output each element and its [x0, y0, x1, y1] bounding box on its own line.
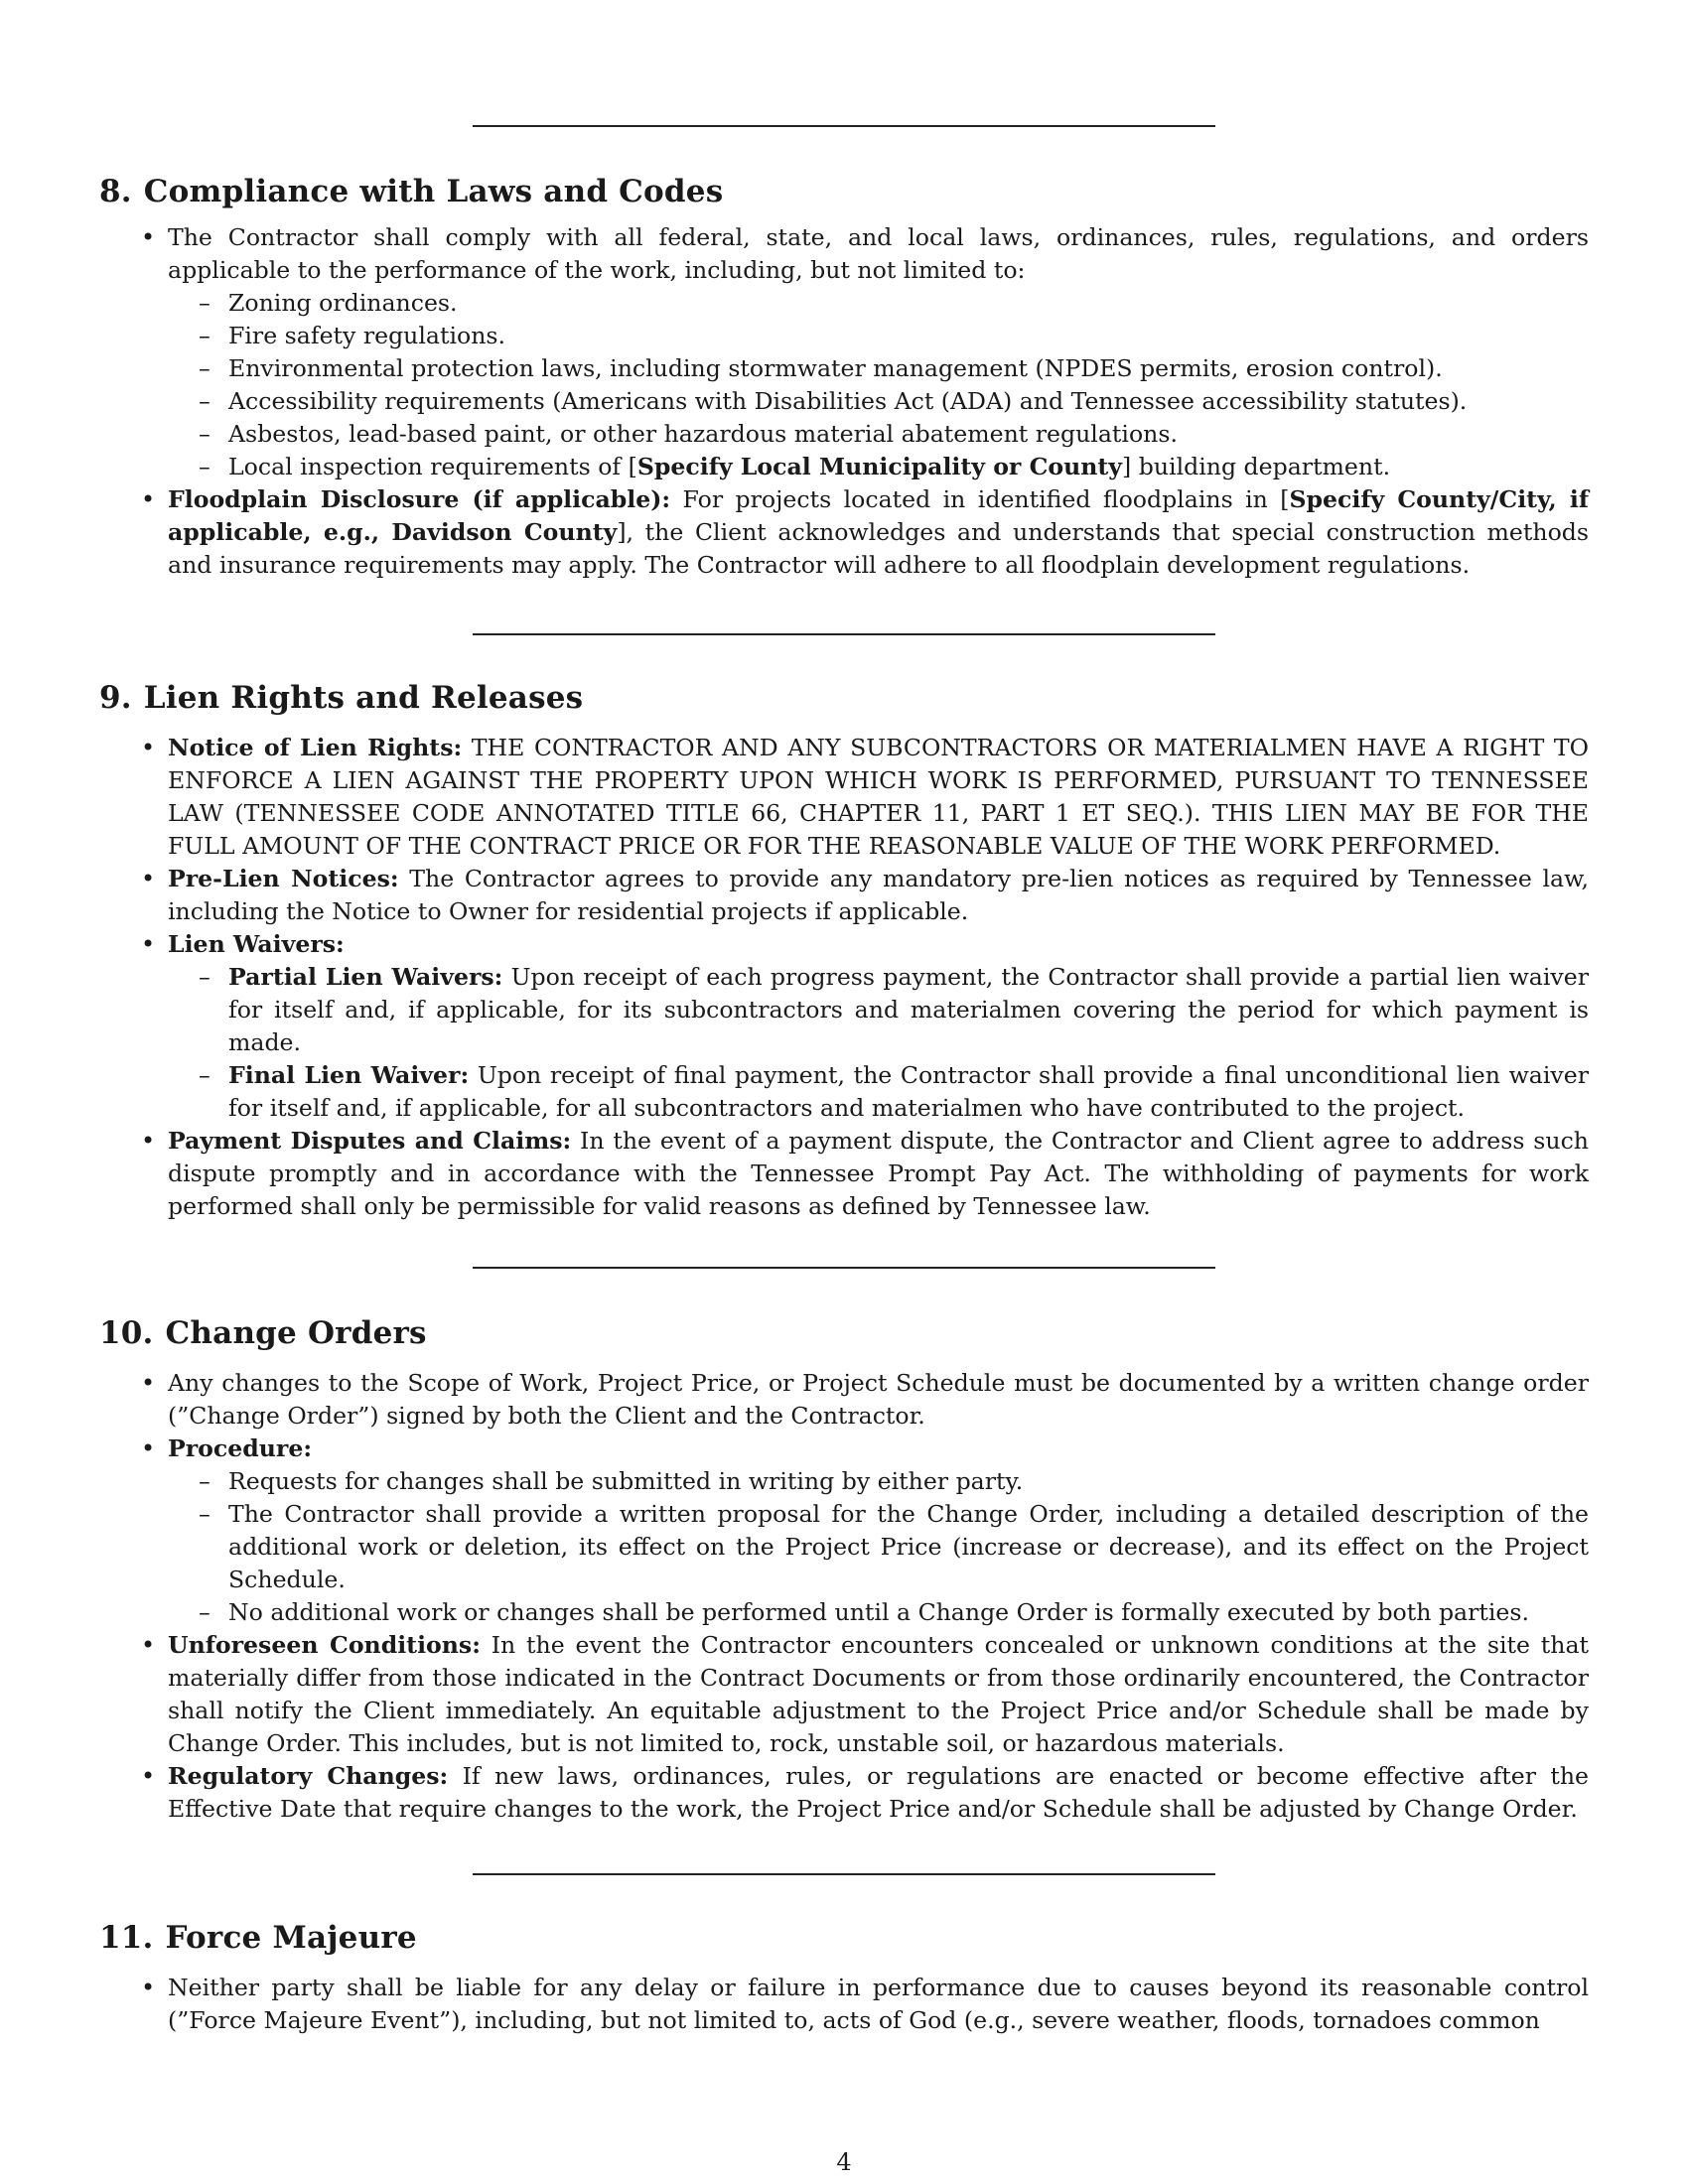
section-list: [99, 732, 1589, 1223]
list-item: • Unforeseen Conditions: In the event the Contractor encounters concealed or unknown conditions at the site that materially differ from those indicated in the Contract Documents or from those ordinarily encountered, the Contractor shall notify the Client immediately. An equitable adjustment to the Project Price and/or Schedule shall be made by Change Order. This includes, but is not limited to, rock, unstable soil, or hazardous materials.: [99, 1629, 1589, 1760]
item-label: Floodplain Disclosure (if applicable):: [168, 485, 671, 513]
sub-list-item: – Fire safety regulations.: [168, 320, 1589, 352]
section-heading: 8. Compliance with Laws and Codes: [99, 174, 724, 209]
section-heading: 11. Force Majeure: [99, 1920, 417, 1956]
item-label: Pre-Lien Notices:: [168, 865, 399, 892]
sub-list-item: – Zoning ordinances.: [168, 287, 1589, 320]
sub-list-item: – Final Lien Waiver: Upon receipt of final payment, the Contractor shall provide a final unconditional lien waiver for itself and, if applicable, for all subcontractors and materialmen who have contributed to the project.: [168, 1059, 1589, 1125]
sub-list-item: – The Contractor shall provide a written proposal for the Change Order, including a detailed description of the additional work or deletion, its effect on the Project Price (increase or decrease), and its effect on the Project Schedule.: [168, 1498, 1589, 1596]
section-list: [99, 221, 1589, 582]
list-item: • Payment Disputes and Claims: In the event of a payment dispute, the Contractor and Client agree to address such dispute promptly and in accordance with the Tennessee Prompt Pay Act. The withholding of payments for work performed shall only be permissible for valid reasons as defined by Tennessee law.: [99, 1125, 1589, 1223]
section-lien-rights: [99, 678, 1589, 1223]
sub-list-item: – No additional work or changes shall be performed until a Change Order is formally executed by both parties.: [168, 1596, 1589, 1629]
section-compliance: [99, 172, 1589, 582]
sub-list-item: – Accessibility requirements (Americans with Disabilities Act (ADA) and Tennessee accessibility statutes).: [168, 385, 1589, 418]
item-label: Lien Waivers:: [168, 930, 345, 958]
list-item: • Notice of Lien Rights: THE CONTRACTOR AND ANY SUBCONTRACTORS OR MATERIALMEN HAVE A RIGHT TO ENFORCE A LIEN AGAINST THE PROPERTY UPON WHICH WORK IS PERFORMED, PURSUANT TO TENNESSEE LAW (TENNESSEE CODE ANNOTATED TITLE 66, CHAPTER 11, PART 1 ET SEQ.). THIS LIEN MAY BE FOR THE FULL AMOUNT OF THE CONTRACT PRICE OR FOR THE REASONABLE VALUE OF THE WORK PERFORMED.: [99, 732, 1589, 863]
sub-list: [168, 961, 1589, 1125]
section-change-orders: [99, 1313, 1589, 1826]
section-list: [99, 1367, 1589, 1826]
page-number: 4: [836, 2148, 852, 2176]
section-heading: 9. Lien Rights and Releases: [99, 680, 584, 716]
sub-list-item: – Asbestos, lead-based paint, or other hazardous material abatement regulations.: [168, 418, 1589, 451]
list-item: • Pre-Lien Notices: The Contractor agrees to provide any mandatory pre-lien notices as required by Tennessee law, including the Notice to Owner for residential projects if applicable.: [99, 863, 1589, 928]
item-label: Unforeseen Conditions:: [168, 1631, 481, 1659]
section-divider: [473, 633, 1215, 635]
item-label: Payment Disputes and Claims:: [168, 1127, 572, 1155]
item-label: Procedure:: [168, 1434, 313, 1462]
sub-list: [168, 287, 1589, 483]
sub-list: [168, 1465, 1589, 1629]
list-item: • Floodplain Disclosure (if applicable): For projects located in identified floodplains in [Specify County/City, if applicable, e.g., Davidson County], the Client acknowledges and understands that special construction methods and insurance requirements may apply. The Contractor will adhere to all floodplain development regulations.: [99, 483, 1589, 582]
section-divider: [473, 125, 1215, 127]
list-item: [99, 1433, 1589, 1629]
list-item: • The Contractor shall comply with all federal, state, and local laws, ordinances, rules, regulations, and orders applicable to the performance of the work, including, but not limited to: – Zoning ordinances. – Fire safety regulations. – Environmental protection laws, including stormwater management (NPDES permits, erosion control). – Accessibility requirements (Americans with Disabilities Act (ADA) and Tennessee accessibility statutes). – Asbestos, lead-based paint, or other hazardous material abatement regulations. – Local inspection requirements of [Specify Local Municipality or County] building department.: [99, 221, 1589, 483]
section-heading: 10. Change Orders: [99, 1315, 427, 1351]
item-label: Notice of Lien Rights:: [168, 734, 463, 761]
section-divider: [473, 1267, 1215, 1269]
list-item: • Neither party shall be liable for any delay or failure in performance due to causes beyond its reasonable control (”Force Majeure Event”), including, but not limited to, acts of God (e.g., severe weather, floods, tornadoes common: [99, 1972, 1589, 2037]
sub-list-item: – Requests for changes shall be submitted in writing by either party.: [168, 1465, 1589, 1498]
list-item: • Any changes to the Scope of Work, Project Price, or Project Schedule must be documented by a written change order (”Change Order”) signed by both the Client and the Contractor.: [99, 1367, 1589, 1433]
section-divider: [473, 1873, 1215, 1875]
sub-list-item: – Local inspection requirements of [Specify Local Municipality or County] building department.: [168, 451, 1589, 483]
section-list: [99, 1972, 1589, 2037]
sub-list-item: – Partial Lien Waivers: Upon receipt of each progress payment, the Contractor shall provide a partial lien waiver for itself and, if applicable, for its subcontractors and materialmen covering the period for which payment is made.: [168, 961, 1589, 1059]
section-force-majeure: [99, 1918, 1589, 2037]
sub-list-item: – Environmental protection laws, including stormwater management (NPDES permits, erosion control).: [168, 352, 1589, 385]
list-item: • Regulatory Changes: If new laws, ordinances, rules, or regulations are enacted or become effective after the Effective Date that require changes to the work, the Project Price and/or Schedule shall be adjusted by Change Order.: [99, 1760, 1589, 1826]
list-item: [99, 928, 1589, 1125]
item-label: Regulatory Changes:: [168, 1762, 449, 1790]
